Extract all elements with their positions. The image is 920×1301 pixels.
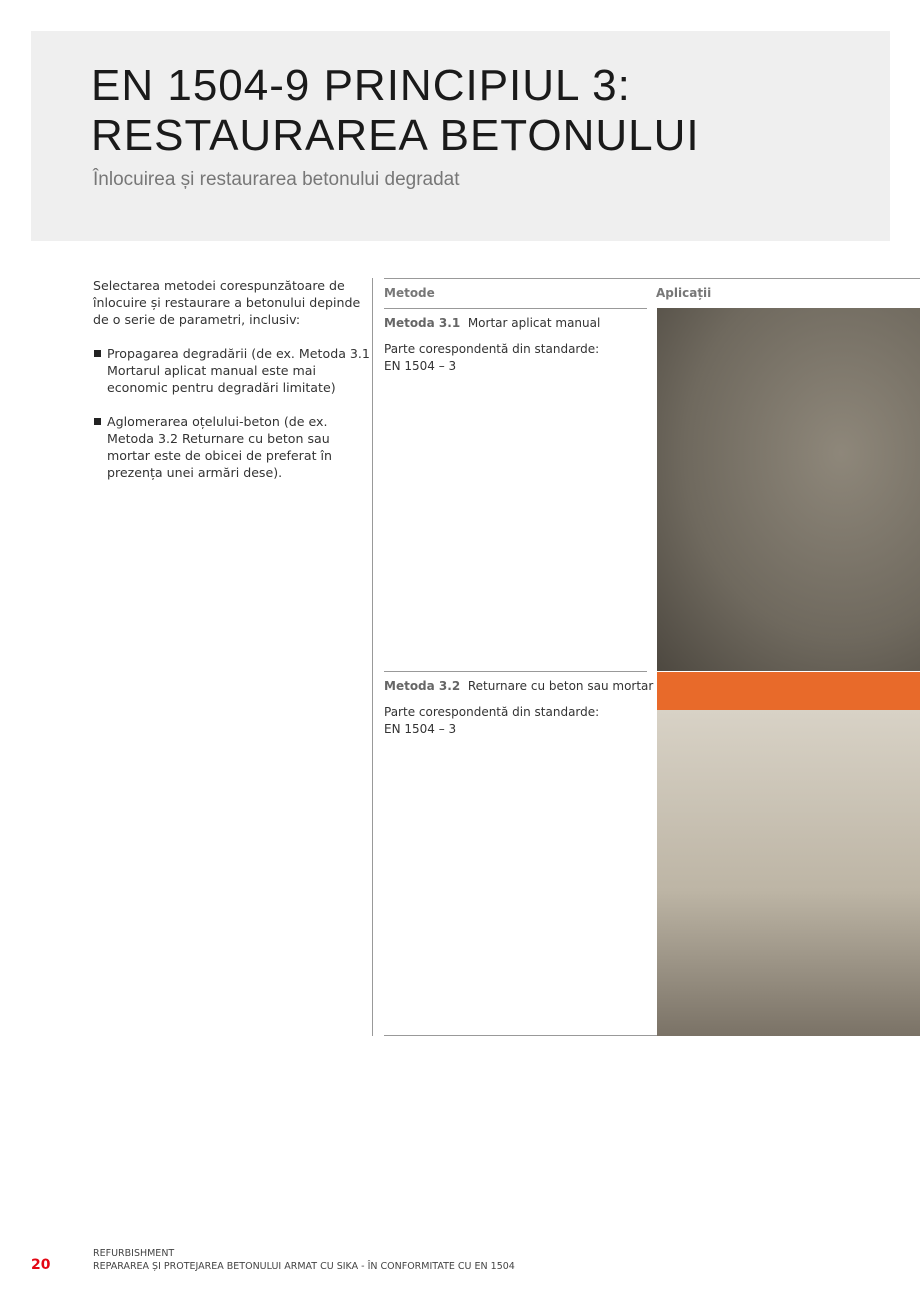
- standard-value: EN 1504 – 3: [384, 359, 457, 373]
- row-rule: [384, 671, 647, 672]
- standard-label: Parte corespondentă din standarde:: [384, 705, 600, 719]
- table-top-rule: [384, 278, 920, 279]
- method-row-3-1: [384, 315, 600, 375]
- footer-line-1: REFURBISHMENT: [93, 1248, 175, 1259]
- title-line-2: RESTAURAREA BETONULUI: [91, 111, 700, 160]
- method-name: Returnare cu beton sau mortar: [467, 679, 654, 693]
- method-row-3-2: [384, 678, 653, 738]
- standard-label: Parte corespondentă din standarde:: [384, 342, 600, 356]
- footer: [93, 1247, 515, 1273]
- method-number: Metoda 3.2: [384, 679, 461, 693]
- method-name: Mortar aplicat manual: [467, 316, 601, 330]
- table-bottom-rule: [384, 1035, 657, 1036]
- page-title: [91, 61, 700, 161]
- header-applications: Aplicații: [656, 286, 712, 300]
- title-line-1: EN 1504-9 PRINCIPIUL 3:: [91, 61, 631, 110]
- intro-text: [93, 277, 371, 498]
- footer-line-2: REPARAREA ȘI PROTEJAREA BETONULUI ARMAT CU SIKA - ÎN CONFORMITATE CU EN 1504: [93, 1261, 515, 1272]
- photo-concrete-pouring: [657, 672, 920, 1036]
- intro-paragraph: Selectarea metodei corespunzătoare de înlocuire și restaurare a betonului depinde de o serie de parametri, inclusiv:: [93, 278, 361, 327]
- standard-value: EN 1504 – 3: [384, 722, 457, 736]
- header-rule: [384, 308, 647, 309]
- header-banner: [31, 31, 890, 241]
- page-number: 20: [31, 1257, 51, 1273]
- header-methods: Metode: [384, 286, 435, 300]
- bullet-item: Propagarea degradării (de ex. Metoda 3.1 Mortarul aplicat manual este mai economic pentru degradări limitate): [93, 345, 371, 396]
- page-subtitle: Înlocuirea și restaurarea betonului degradat: [93, 169, 460, 190]
- method-number: Metoda 3.1: [384, 316, 461, 330]
- column-divider: [372, 278, 373, 1036]
- photo-manual-mortar: [657, 308, 920, 671]
- bullet-item: Aglomerarea oțelului-beton (de ex. Metoda 3.2 Returnare cu beton sau mortar este de obicei de preferat în prezența unei armări dese).: [93, 413, 371, 481]
